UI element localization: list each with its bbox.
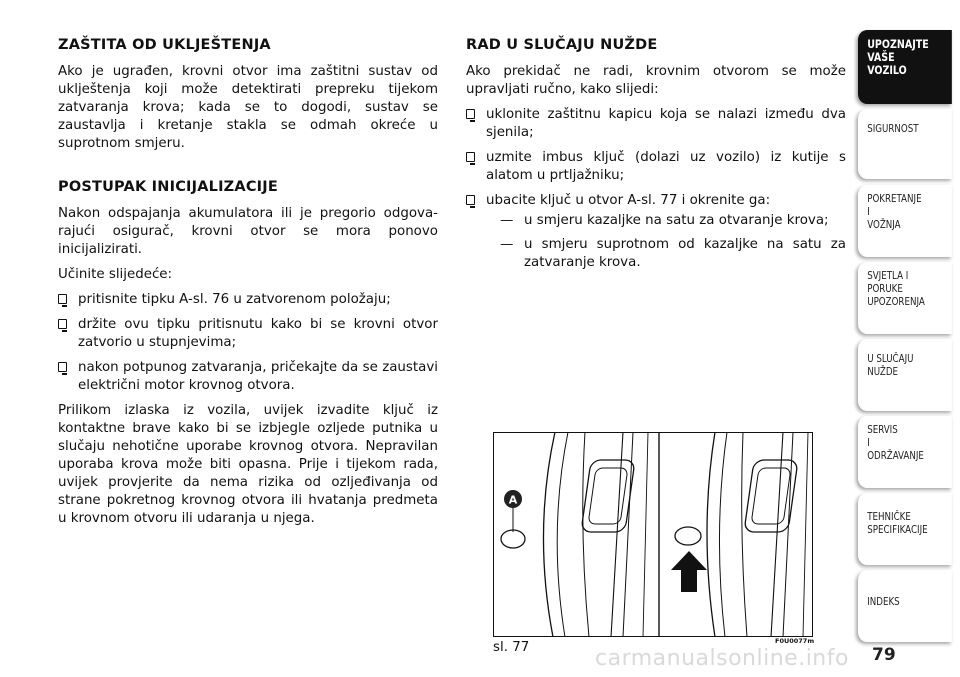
emergency-steps: [466, 106, 846, 272]
tab-pokretanje-i-voznja[interactable]: POKRETANJE I VOŽNJA: [858, 185, 952, 257]
initialization-text: Nakon odspajanja akumulatora ili je pregorio odgovarajući osigurač, krovni otvor se mora ponovo inicijalizirati.: [58, 206, 438, 257]
left-column: [58, 36, 438, 535]
tab-svjetla-i-poruke-upozorenja[interactable]: SVJETLA I PORUKE UPOZORENJA: [858, 262, 952, 334]
safety-warning-text: Prilikom izlaska iz vozila, uvijek izvadite ključ iz kontaktne brave kako bi se izbjegle ozljede putnika u slučaju nehotične uporabe krovnog otvora. Nepravilan uporaba krova može biti opasna. Prije i tijekom rada, uvijek provjerite da nema rizika od ozljeđivanja od strane pokretnog krovnog otvora ili hvatanja predmeta u krovnom otvoru ili udaranja u njega.: [58, 403, 438, 526]
protective-cap: [675, 527, 701, 545]
list-item: uzmite imbus ključ (dolazi uz vozilo) iz kutije s alatom u prtljažniku;: [466, 149, 846, 185]
pinch-protection-text: Ako je ugrađen, krovni otvor ima zaštitni sustav od uklještenja koji može detektirati prepreku tijekom zatvaranja krova; kada se to dogodi, sustav se zaustavlja i kretanje stakla se odmah okreće u suprotnom smjeru.: [58, 64, 438, 151]
section-title-emergency-operation: RAD U SLUČAJU NUŽDE: [466, 37, 658, 53]
list-item: ubacite ključ u otvor A-sl. 77 i okrenite ga: — u smjeru kazaljke na satu za otvaranje krova; — u smjeru suprotnom od kazaljke na satu za zatvaranje krova.: [466, 192, 846, 272]
emergency-intro: Ako prekidač ne radi, krovnim otvorom se može upravljati ručno, kako slijedi:: [466, 64, 846, 97]
figure-roof-illustration: [493, 432, 813, 637]
tab-tehnicke-specifikacije[interactable]: TEHNIČKE SPECIFIKACIJE: [858, 493, 952, 565]
tab-servis-i-odrzavanje[interactable]: SERVIS I ODRŽAVANJE: [858, 416, 952, 488]
tab-upoznajte-vase-vozilo[interactable]: UPOZNAJTE VAŠE VOZILO: [858, 30, 952, 104]
list-item: uklonite zaštitnu kapicu koja se nalazi između dva sjenila;: [466, 106, 846, 142]
checkbox-bullet-icon: [58, 362, 67, 372]
list-item: — u smjeru kazaljke na satu za otvaranje krova;: [500, 213, 829, 228]
section-title-pinch-protection: ZAŠTITA OD UKLJEŠTENJA: [58, 37, 271, 53]
checkbox-bullet-icon: [466, 109, 475, 119]
list-item: pritisnite tipku A-sl. 76 u zatvorenom položaju;: [58, 291, 438, 309]
rotation-directions: [486, 212, 846, 272]
tab-u-slucaju-nuzde[interactable]: U SLUČAJU NUŽDE: [858, 339, 952, 411]
watermark: carmanualsonline.info: [595, 646, 849, 671]
label-a: A: [508, 493, 518, 507]
initialization-intro: Učinite slijedeće:: [58, 267, 173, 282]
list-item: — u smjeru suprotnom od kazaljke na satu za zatvaranje krova.: [500, 237, 846, 270]
checkbox-bullet-icon: [466, 152, 475, 162]
tab-indeks[interactable]: INDEKS: [858, 570, 952, 642]
list-item: nakon potpunog zatvaranja, pričekajte da se zaustavi električni motor krovnog otvora.: [58, 359, 438, 395]
page-number: 79: [872, 645, 896, 665]
initialization-steps: [58, 291, 438, 395]
section-title-initialization: POSTUPAK INICIJALIZACIJE: [58, 179, 278, 195]
checkbox-bullet-icon: [58, 294, 67, 304]
checkbox-bullet-icon: [58, 319, 67, 329]
tab-sigurnost[interactable]: SIGURNOST: [858, 109, 952, 179]
figure-code: F0U0077m: [775, 637, 815, 645]
list-item: držite ovu tipku pritisnutu kako bi se krovni otvor zatvorio u stupnjevima;: [58, 316, 438, 352]
right-column: [466, 36, 846, 279]
checkbox-bullet-icon: [466, 195, 475, 205]
figure-caption: sl. 77: [493, 640, 530, 655]
